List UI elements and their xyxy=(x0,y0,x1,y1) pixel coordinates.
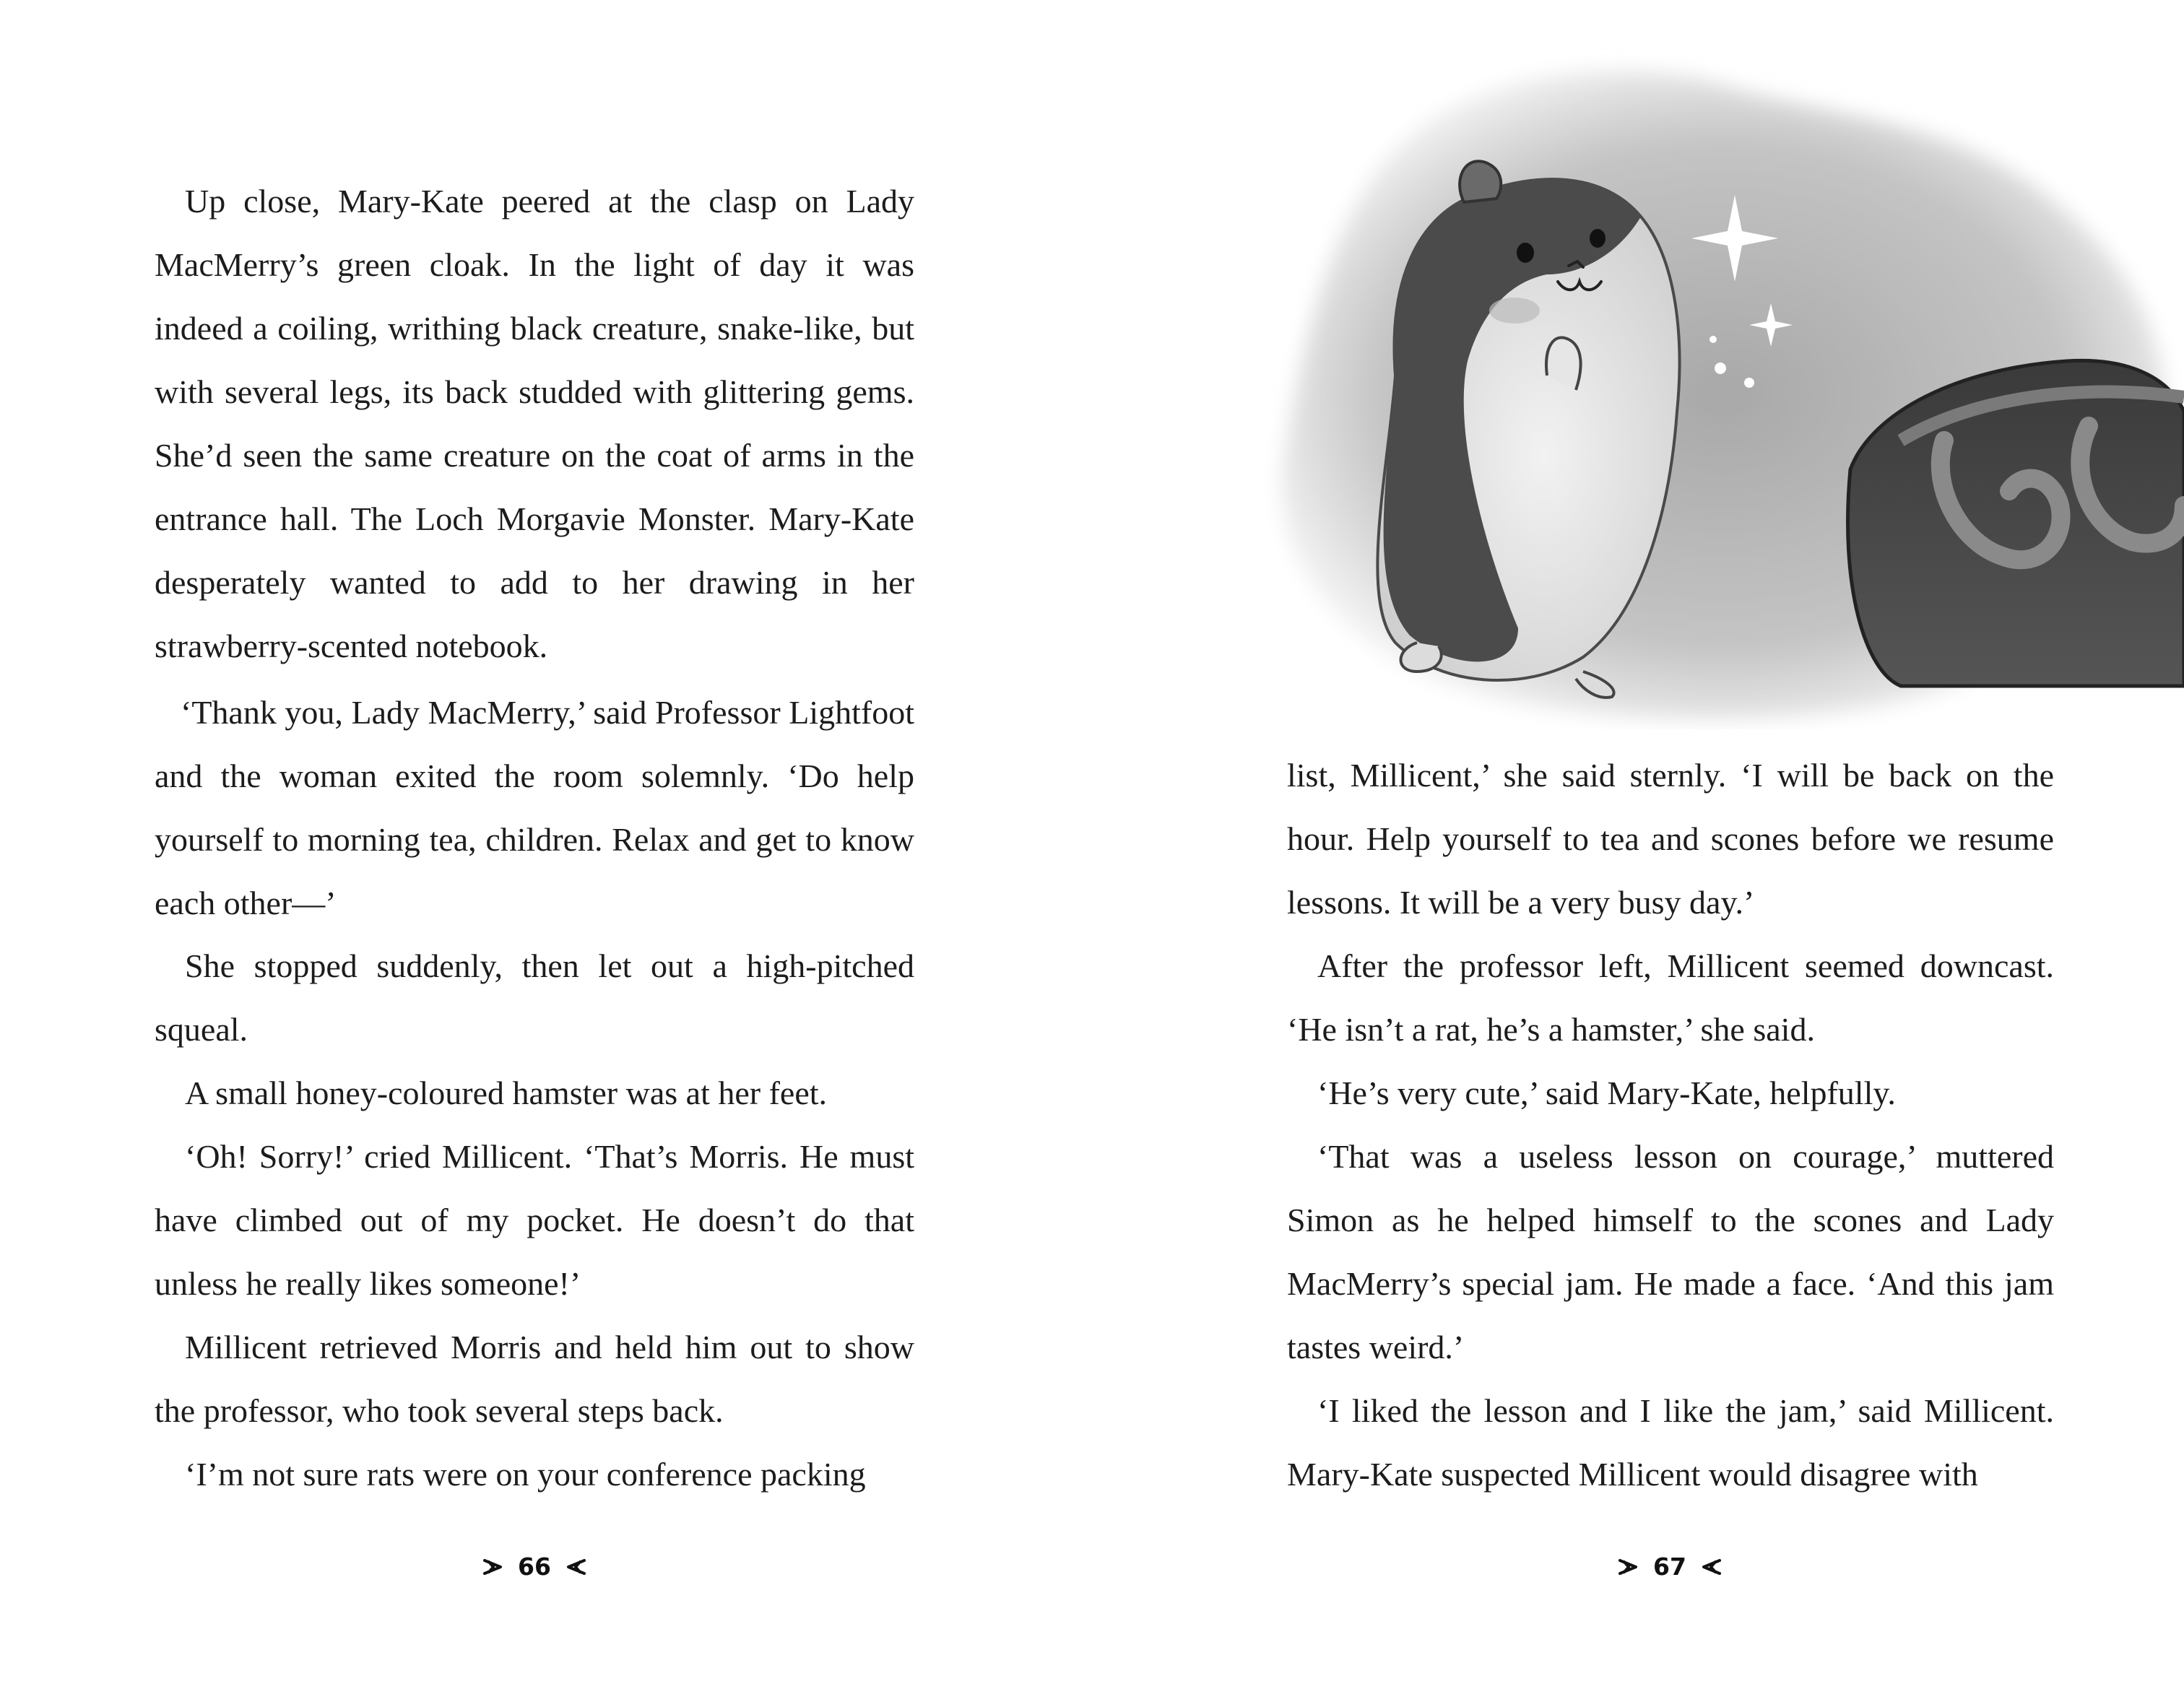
arrow-right-ornament-icon xyxy=(1617,1555,1642,1579)
paragraph: ‘That was a useless lesson on courage,’ muttered Simon as he helped himself to the scones and Lady MacMerry’s special jam. He made a face. ‘And this jam tastes weird.’ xyxy=(1287,1138,2054,1365)
hamster-and-shoe-illustration xyxy=(1179,36,2184,729)
arrow-right-ornament-icon xyxy=(482,1555,506,1579)
paragraph: A small honey-coloured hamster was at her feet. xyxy=(185,1074,828,1111)
paragraph: ‘I liked the lesson and I like the jam,’ said Millicent. Mary-Kate suspected Millicent would disagree with xyxy=(1287,1392,2054,1493)
paragraph: Up close, Mary-Kate peered at the clasp on Lady MacMerry’s green cloak. In the light of day it was indeed a coiling, writhing black creature, snake-like, but with several legs, its back studded with glittering gems. She’d seen the same creature on the coat of arms in the entrance hall. The Loch Morgavie Monster. Mary-Kate desperately wanted to add to her drawing in her strawberry-scented notebook. xyxy=(155,183,914,664)
arrow-left-ornament-icon xyxy=(563,1555,587,1579)
right-page xyxy=(1092,0,2184,1689)
page-number: 66 xyxy=(518,1553,551,1581)
paragraph: After the professor left, Millicent seemed downcast. ‘He isn’t a rat, he’s a hamster,’ she said. xyxy=(1287,947,2054,1048)
paragraph: Millicent retrieved Morris and held him out to show the professor, who took several steps back. xyxy=(155,1329,914,1429)
page-number: 67 xyxy=(1653,1553,1686,1581)
paragraph: list, Millicent,’ she said sternly. ‘I will be back on the hour. Help yourself to tea and scones before we resume lessons. It will be a very busy day.’ xyxy=(1287,757,2054,921)
page-number-footer xyxy=(426,1553,643,1581)
paragraph: ‘Thank you, Lady MacMerry,’ said Professor Lightfoot and the woman exited the room solemnly. ‘Do help yourself to morning tea, children. Relax and get to know each other—’ xyxy=(155,694,914,921)
paragraph: She stopped suddenly, then let out a high-pitched squeal. xyxy=(155,947,914,1048)
page-number-footer xyxy=(1561,1553,1778,1581)
paragraph: ‘He’s very cute,’ said Mary-Kate, helpfully. xyxy=(1317,1074,1896,1111)
arrow-left-ornament-icon xyxy=(1698,1555,1722,1579)
paragraph: ‘I’m not sure rats were on your conference packing xyxy=(185,1456,866,1493)
paragraph: ‘Oh! Sorry!’ cried Millicent. ‘That’s Morris. He must have climbed out of my pocket. He doesn’t do that unless he really likes someone!’ xyxy=(155,1138,914,1302)
